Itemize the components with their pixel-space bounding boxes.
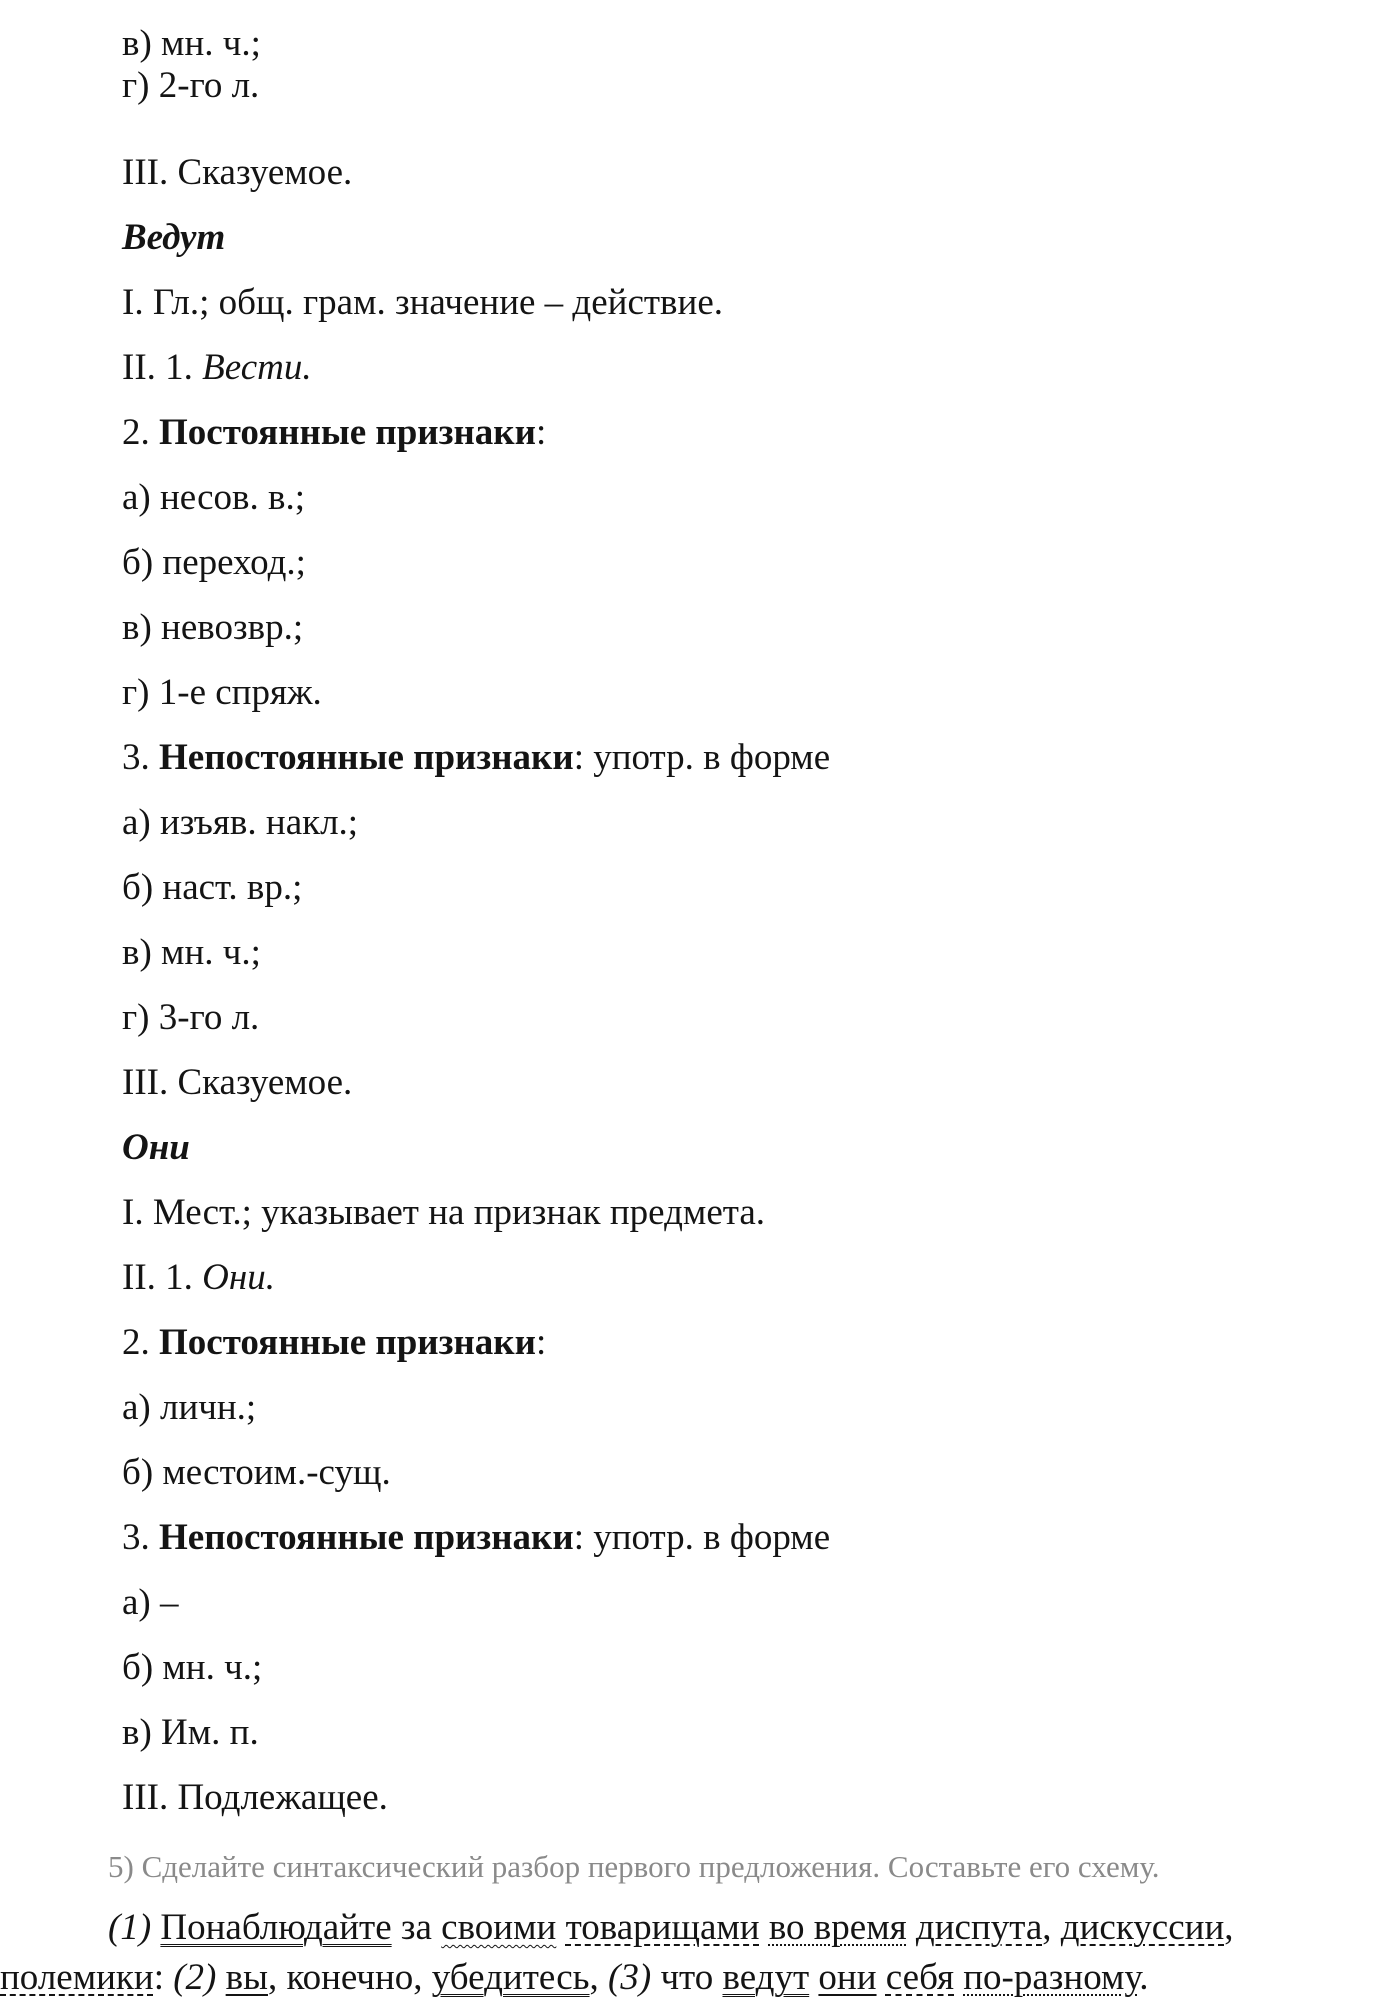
line-text: г) 2-го л. — [122, 65, 260, 106]
line-suffix: : употр. в форме — [573, 737, 831, 778]
line-prefix: 2. — [122, 1322, 159, 1363]
adverbial-word: во время — [768, 1907, 907, 1948]
clause-number: (3) — [608, 1957, 652, 1998]
text-line — [122, 1516, 830, 1560]
word: конечно — [286, 1957, 414, 1998]
text-line — [122, 1581, 179, 1625]
line-text: г) 1-е спряж. — [122, 672, 322, 713]
text-line — [122, 671, 322, 715]
heading-text: Они — [122, 1127, 190, 1168]
text-line — [122, 866, 302, 910]
line-text: I. Гл.; общ. грам. значение – действие. — [122, 282, 723, 323]
line-suffix: : употр. в форме — [573, 1517, 831, 1558]
line-text: а) – — [122, 1582, 179, 1623]
text-line — [122, 1776, 388, 1820]
line-text: в) мн. ч.; — [122, 23, 261, 64]
task-instruction: 5) Сделайте синтаксический разбор первого предложения. Составьте его схему. — [108, 1849, 1160, 1884]
subject-word: они — [818, 1957, 877, 1998]
predicate-word: ведут — [722, 1957, 810, 1998]
object-word: диспута — [915, 1907, 1043, 1948]
text-line — [122, 1321, 546, 1365]
line-text: б) переход.; — [122, 542, 306, 583]
predicate-word: Понаблюдайте — [160, 1907, 392, 1948]
section-label: Постоянные признаки — [159, 1322, 536, 1363]
object-word: себя — [885, 1957, 954, 1998]
line-prefix: 3. — [122, 737, 159, 778]
line-text: в) невозвр.; — [122, 607, 304, 648]
line-text: III. Сказуемое. — [122, 1062, 353, 1103]
line-text: а) изъяв. накл.; — [122, 802, 359, 843]
line-text: в) Им. п. — [122, 1712, 259, 1753]
text-line — [122, 1646, 262, 1690]
text-line — [122, 1711, 259, 1755]
line-text: а) несов. в.; — [122, 477, 306, 518]
heading-text: Ведут — [122, 217, 226, 258]
example-sentence-line-2: полемики: (2) вы, конечно, убедитесь, (3) что ведут они себя по-разному. — [0, 1957, 1149, 1998]
word-heading — [122, 216, 225, 260]
section-label: Постоянные признаки — [159, 412, 536, 453]
text-line — [122, 281, 723, 325]
attribute-word: своими — [441, 1907, 557, 1948]
subject-word: вы — [225, 1957, 268, 1998]
line-text: б) наст. вр.; — [122, 867, 303, 908]
line-prefix: II. 1. — [122, 347, 203, 388]
line-prefix: 2. — [122, 412, 159, 453]
text-line — [122, 151, 352, 195]
text-line — [122, 996, 259, 1040]
adverbial-word: по-разному — [963, 1957, 1140, 1998]
word: за — [400, 1907, 432, 1948]
line-text: а) личн.; — [122, 1387, 257, 1428]
clause-number: (2) — [173, 1957, 217, 1998]
text-line — [122, 64, 259, 108]
text-line — [122, 1451, 391, 1495]
line-text: б) местоим.-сущ. — [122, 1452, 391, 1493]
initial-form: Они. — [202, 1257, 275, 1298]
line-suffix: : — [535, 1322, 547, 1363]
line-text: I. Мест.; указывает на признак предмета. — [122, 1192, 766, 1233]
section-label: Непостоянные признаки — [159, 737, 574, 778]
line-text: III. Сказуемое. — [122, 152, 353, 193]
line-prefix: 3. — [122, 1517, 159, 1558]
example-sentence-line-1: (1) Понаблюдайте за своими товарищами во время диспута, дискуссии, — [108, 1907, 1234, 1948]
text-line — [122, 22, 261, 66]
text-line — [122, 411, 546, 455]
word-heading — [122, 1126, 190, 1170]
word: что — [660, 1957, 714, 1998]
initial-form: Вести. — [202, 347, 312, 388]
text-line — [122, 1386, 256, 1430]
text-line — [122, 736, 830, 780]
text-line — [122, 1061, 352, 1105]
object-word: дискуссии — [1060, 1907, 1225, 1948]
line-text: г) 3-го л. — [122, 997, 260, 1038]
object-word: полемики — [0, 1957, 154, 1998]
text-line — [122, 541, 306, 585]
object-word: товарищами — [565, 1907, 760, 1948]
text-line — [122, 1191, 765, 1235]
text-line — [122, 606, 303, 650]
text-line — [122, 476, 305, 520]
line-text: III. Подлежащее. — [122, 1777, 388, 1818]
predicate-word: убедитесь — [431, 1957, 590, 1998]
text-line — [122, 346, 312, 390]
text-line — [122, 801, 358, 845]
line-text: б) мн. ч.; — [122, 1647, 263, 1688]
line-prefix: II. 1. — [122, 1257, 203, 1298]
text-line — [122, 931, 261, 975]
clause-number: (1) — [108, 1907, 152, 1948]
line-text: в) мн. ч.; — [122, 932, 261, 973]
text-line — [122, 1256, 275, 1300]
line-suffix: : — [535, 412, 547, 453]
section-label: Непостоянные признаки — [159, 1517, 574, 1558]
